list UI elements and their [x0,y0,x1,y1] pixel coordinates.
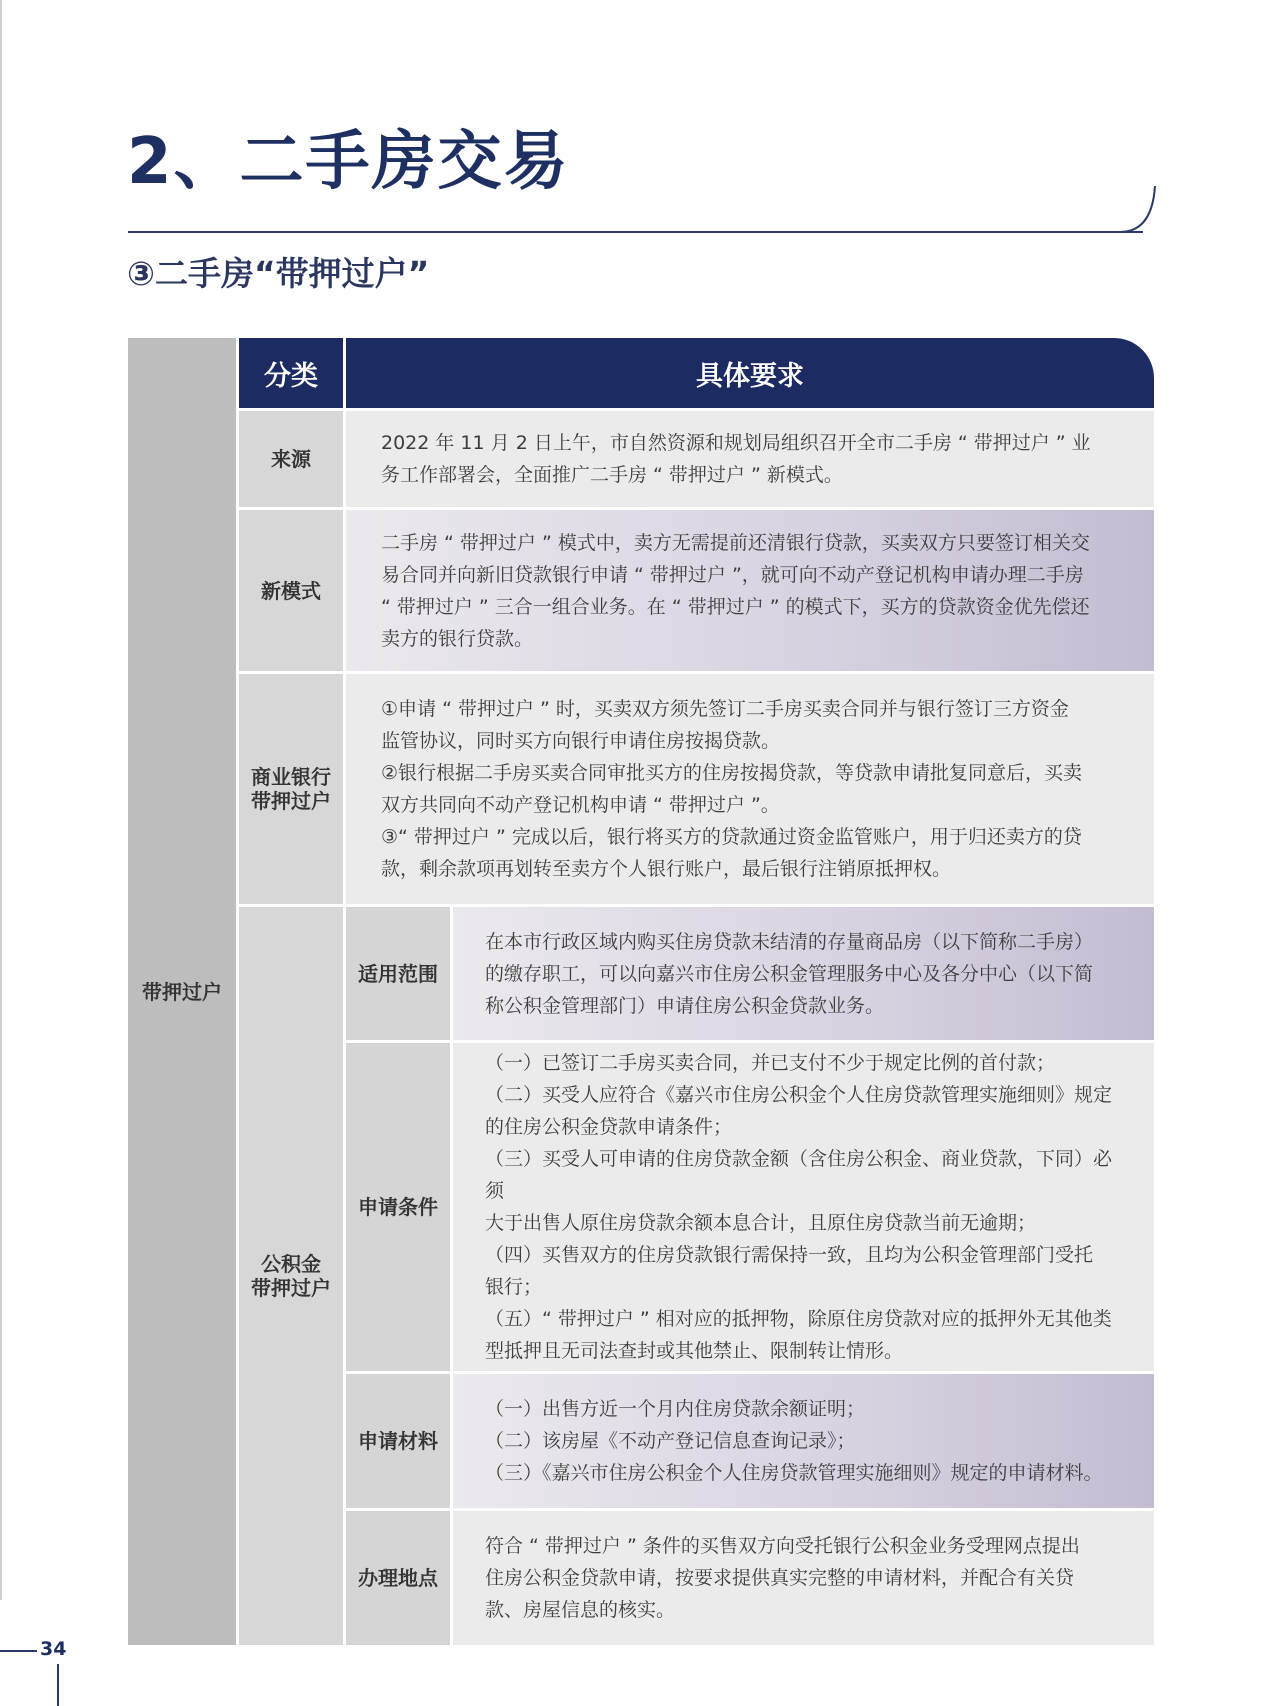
text-line: 的缴存职工，可以向嘉兴市住房公积金管理服务中心及各分中心（以下简 [485,962,1094,985]
text-line: 款、房屋信息的核实。 [485,1599,676,1621]
header-requirements: 具体要求 [346,338,1154,408]
text-line: 双方共同向不动产登记机构申请 “ 带押过户 ”。 [381,794,780,816]
row-content-new-mode [346,510,1154,671]
text-line: （二）该房屋《不动产登记信息查询记录》； [485,1430,856,1452]
text-line: （三）《嘉兴市住房公积金个人住房贷款管理实施细则》规定的申请材料。 [485,1462,1103,1484]
title-divider [128,231,1143,233]
text-line: 务工作部署会，全面推广二手房 “ 带押过户 ” 新模式。 [381,464,843,486]
text-line: 型抵押且无司法查封或其他禁止、限制转让情形。 [485,1340,904,1362]
text-line: 卖方的银行贷款。 [381,627,534,650]
subrow-content-materials [453,1374,1154,1508]
page-number: 34 [40,1638,67,1660]
page-edge-line [0,0,2,1600]
text-line: “ 带押过户 ” 三合一组合业务。在 “ 带押过户 ” 的模式下，买方的贷款资金优先偿还 [381,595,1090,618]
text-line: 住房公积金贷款申请，按要求提供真实完整的申请材料，并配合有关贷 [485,1567,1075,1589]
subrow-content-location [453,1511,1154,1645]
subrow-content-conditions [453,1043,1154,1371]
subrow-content-scope [453,907,1154,1040]
text-line: （三）买受人可申请的住房贷款金额（含住房公积金、商业贷款，下同）必须 [485,1148,1113,1202]
text-line: 款，剩余款项再划转至卖方个人银行账户，最后银行注销原抵押权。 [381,858,952,880]
text-line: ③“ 带押过户 ” 完成以后，银行将买方的贷款通过资金监管账户，用于归还卖方的贷 [381,826,1082,848]
title-divider-curve [1100,186,1160,236]
group-label-provident-fund: 公积金 带押过户 [239,907,343,1645]
text-line: 称公积金管理部门）申请住房公积金贷款业务。 [485,994,885,1017]
text-line: 符合 “ 带押过户 ” 条件的买售双方向受托银行公积金业务受理网点提出 [485,1535,1080,1557]
subrow-label-location: 办理地点 [346,1511,450,1645]
header-category: 分类 [239,338,343,408]
text-line: 在本市行政区域内购买住房贷款未结清的存量商品房（以下简称二手房） [485,930,1094,953]
text-line: 的住房公积金贷款申请条件； [485,1116,733,1138]
text-line: ②银行根据二手房买卖合同审批买方的住房按揭贷款，等贷款申请批复同意后，买卖 [381,762,1083,784]
text-line: （二）买受人应符合《嘉兴市住房公积金个人住房贷款管理实施细则》规定 [485,1084,1113,1106]
row-label-new-mode: 新模式 [239,510,343,671]
subrow-label-materials: 申请材料 [346,1374,450,1508]
page-number-rule [0,1650,37,1652]
text-line: 2022 年 11 月 2 日上午，市自然资源和规划局组织召开全市二手房 “ 带押过户 ” 业 [381,432,1091,454]
row-label-source: 来源 [239,411,343,507]
text-line: （五）“ 带押过户 ” 相对应的抵押物，除原住房贷款对应的抵押外无其他类 [485,1308,1112,1330]
text-line: 二手房 “ 带押过户 ” 模式中，卖方无需提前还清银行贷款，买卖双方只要签订相关交 [381,531,1090,554]
text-line: ①申请 “ 带押过户 ” 时，买卖双方须先签订二手房买卖合同并与银行签订三方资金 [381,698,1069,720]
page-title: 2、二手房交易 [127,125,570,199]
text-line: （四）买售双方的住房贷款银行需保持一致，且均为公积金管理部门受托 [485,1244,1094,1266]
text-line: 易合同并向新旧贷款银行申请 “ 带押过户 ”，就可向不动产登记机构申请办理二手房 [381,563,1084,586]
text-line: 银行； [485,1276,543,1298]
text-line: 大于出售人原住房贷款余额本息合计，且原住房贷款当前无逾期； [485,1212,1037,1234]
subrow-label-scope: 适用范围 [346,907,450,1040]
subrow-label-conditions: 申请条件 [346,1043,450,1371]
text-line: （一）已签订二手房买卖合同，并已支付不少于规定比例的首付款； [485,1052,1056,1074]
page-number-stem [57,1664,59,1706]
section-subtitle: ③二手房“带押过户” [127,254,430,293]
row-content-commercial-bank [346,674,1154,904]
row-content-source [346,411,1154,507]
outer-category-label: 带押过户 [128,338,236,1645]
text-line: （一）出售方近一个月内住房贷款余额证明； [485,1398,866,1420]
text-line: 监管协议，同时买方向银行申请住房按揭贷款。 [381,730,781,752]
row-label-commercial-bank: 商业银行 带押过户 [239,674,343,904]
